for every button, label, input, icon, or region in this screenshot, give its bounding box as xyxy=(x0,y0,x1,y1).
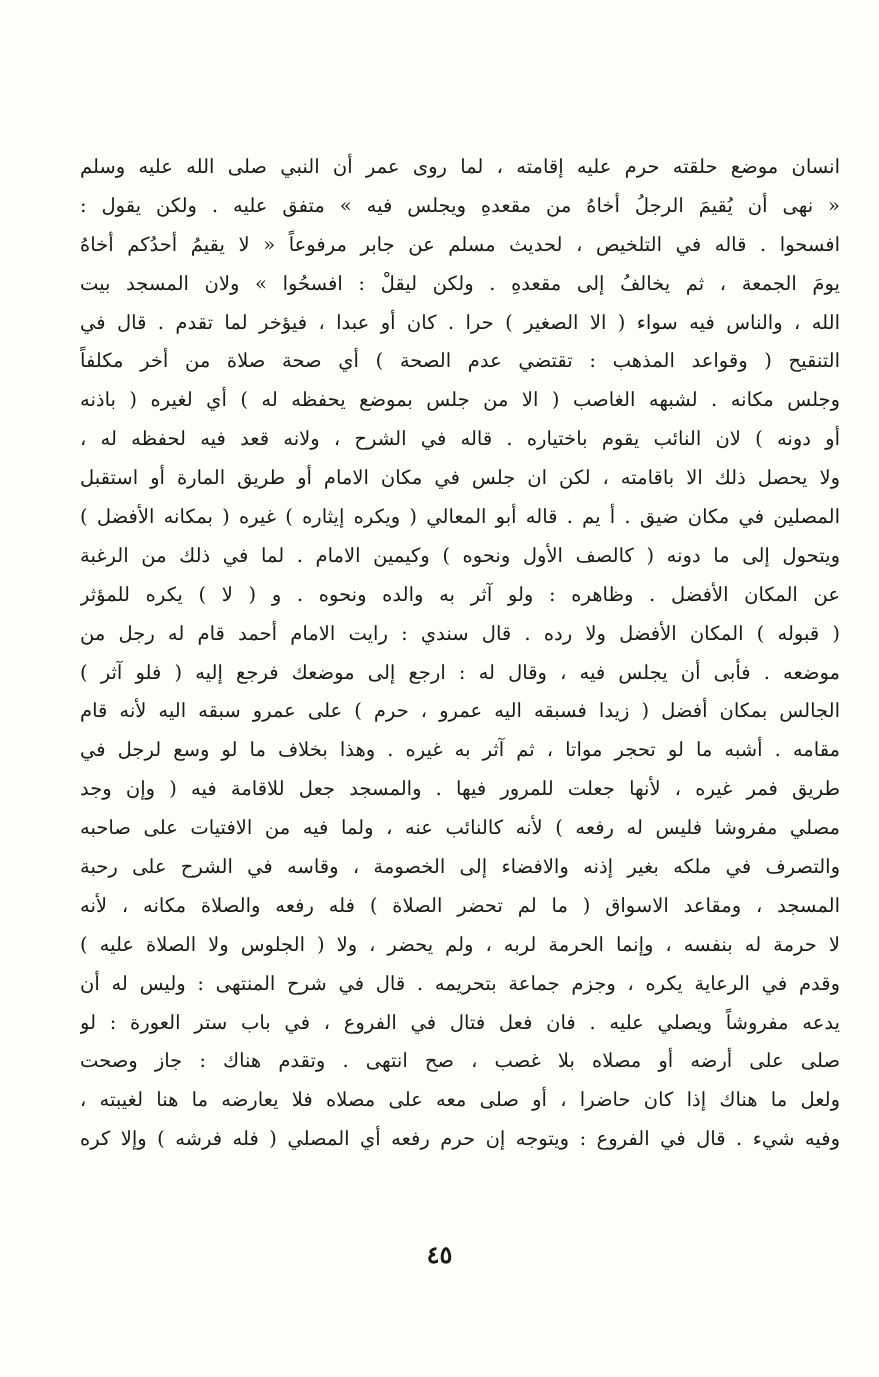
text-line-16: مقامه . أشبه ما لو تحجر مواتا ، ثم آثر به غيره . وهذا بخلاف ما لو وسع لرجل في xyxy=(80,738,840,762)
text-line-4: يومَ الجمعة ، ثم يخالفُ إلى مقعدهِ . ولكن ليقلْ : افسحُوا » ولان المسجد بيت xyxy=(80,271,840,295)
text-line-14: موضعه . فأبى أن يجلس فيه ، وقال له : ارجع إلى موضعك فرجع إليه ( فلو آثر ) xyxy=(80,660,840,684)
text-line-26: وفيه شيء . قال في الفروع : ويتوجه إن حرم رفعه أي المصلي ( فله فرشه ) وإلا كره xyxy=(80,1127,840,1151)
text-line-17: طريق فمر غيره ، لأنها جعلت للمرور فيها . والمسجد جعل للاقامة فيه ( وإن وجد xyxy=(80,777,840,801)
text-line-22: وقدم في الرعاية يكره ، وجزم جماعة بتحريمه . قال في شرح المنتهى : وليس له أن xyxy=(80,971,840,995)
text-line-19: والتصرف في ملكه بغير إذنه والافضاء إلى الخصومة ، وقاسه في الشرح على رحبة xyxy=(80,855,840,879)
text-line-10: المصلين في مكان ضيق . أ يم . قاله أبو المعالي ( ويكره إيثاره ) غيره ( بمكانه الأفضل ) xyxy=(80,505,840,529)
text-line-9: ولا يحصل ذلك الا باقامته ، لكن ان جلس في مكان الامام أو طريق المارة أو استقبل xyxy=(80,466,840,490)
text-line-5: الله ، والناس فيه سواء ( الا الصغير ) حرا . كان أو عبدا ، فيؤخر لما تقدم . قال في xyxy=(80,310,840,334)
text-line-8: أو دونه ) لان النائب يقوم باختياره . قاله في الشرح ، ولانه قعد فيه لحفظه له ، xyxy=(80,427,840,451)
text-line-1: انسان موضع حلقته حرم عليه إقامته ، لما روى عمر أن النبي صلى الله عليه وسلم xyxy=(80,155,840,178)
text-line-23: يدعه مفروشاً ويصلي عليه . فان فعل فتال في الفروع ، في باب ستر العورة : لو xyxy=(80,1010,840,1034)
text-line-12: عن المكان الأفضل . وظاهره : ولو آثر به والده ونحوه . و ( لا ) يكره للمؤثر xyxy=(80,582,840,606)
text-line-25: ولعل ما هناك إذا كان حاضرا ، أو صلى معه على مصلاه فلا يعارضه ما هنا لغيبته ، xyxy=(80,1088,840,1112)
text-line-11: ويتحول إلى ما دونه ( كالصف الأول ونحوه ) وكيمين الامام . لما في ذلك من الرغبة xyxy=(80,543,840,567)
text-line-24: صلى على أرضه أو مصلاه بلا غصب ، صح انتهى . وتقدم هناك : جاز وصحت xyxy=(80,1049,840,1073)
text-line-15: الجالس بمكان أفضل ( زيدا فسبقه اليه عمرو ، حرم ) على عمرو سبقه اليه لأنه قام xyxy=(80,699,840,723)
text-line-7: وجلس مكانه . لشبهه الغاصب ( الا من جلس بموضع يحفظه له ) أي لغيره ( باذنه xyxy=(80,388,840,412)
text-line-6: التنقيح ( وقواعد المذهب : تقتضي عدم الصحة ) أي صحة صلاة من أخر مكلفاً xyxy=(80,349,840,373)
text-line-21: لا حرمة له بنفسه ، وإنما الحرمة لربه ، ولم يحضر ، ولا ( الجلوس ولا الصلاة عليه ) xyxy=(80,932,840,956)
page-number: ٤٥ xyxy=(426,1240,453,1269)
body-text xyxy=(80,148,840,1159)
text-line-2: « نهى أن يُقيمَ الرجلُ أخاهُ من مقعدهِ ويجلس فيه » متفق عليه . ولكن يقول : xyxy=(80,193,840,217)
text-line-3: افسحوا . قاله في التلخيص ، لحديث مسلم عن جابر مرفوعاً « لا يقيمُ أحدُكم أخاهُ xyxy=(80,232,840,256)
text-line-13: ( قبوله ) المكان الأفضل ولا رده . قال سندي : رايت الامام أحمد قام له رجل من xyxy=(80,621,840,645)
text-line-18: مصلي مفروشا فليس له رفعه ) لأنه كالنائب عنه ، ولما فيه من الافتيات على صاحبه xyxy=(80,816,840,840)
text-line-20: المسجد ، ومقاعد الاسواق ( ما لم تحضر الصلاة ) فله رفعه والصلاة مكانه ، لأنه xyxy=(80,893,840,917)
